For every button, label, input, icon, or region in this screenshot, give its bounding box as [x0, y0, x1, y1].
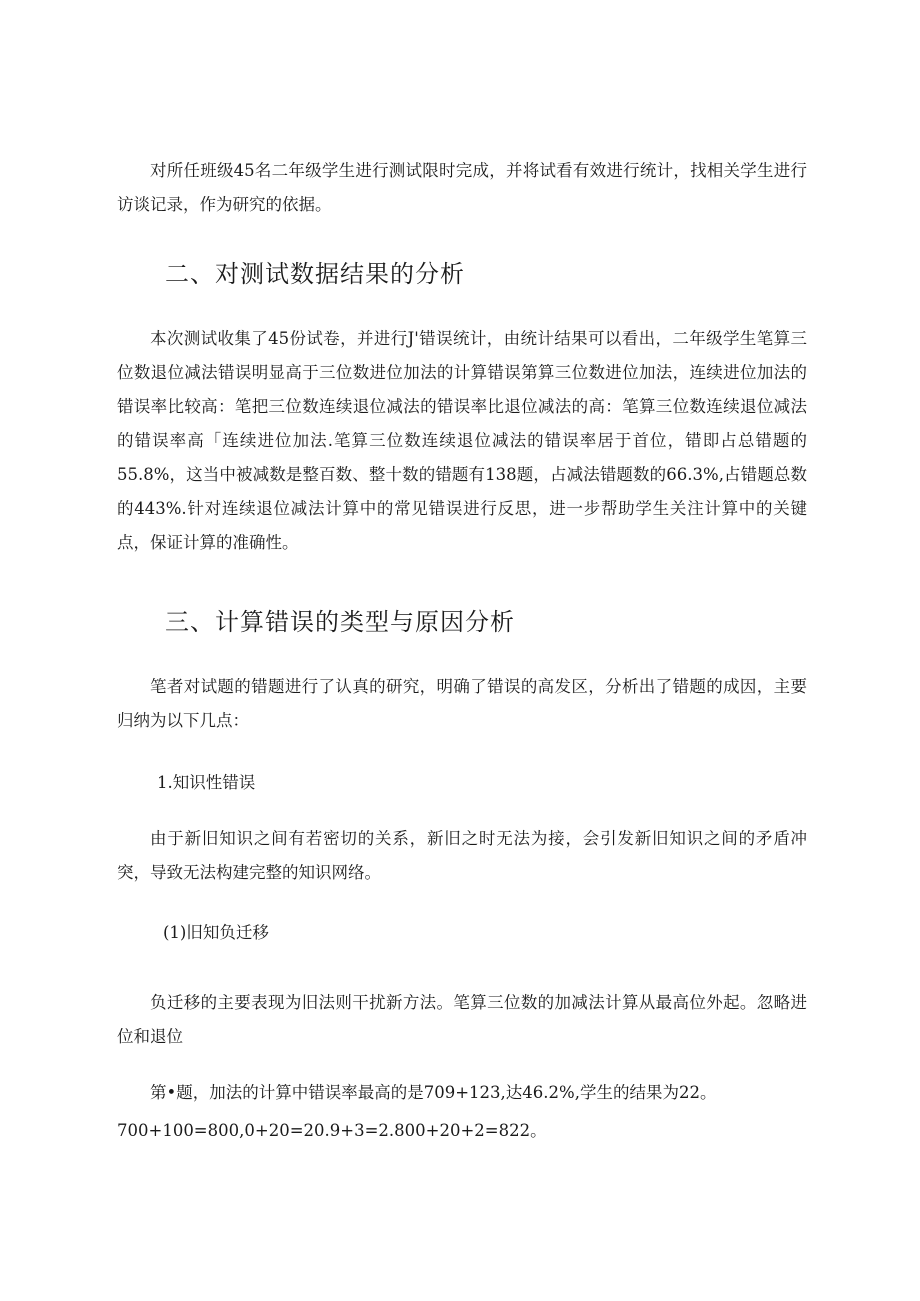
example-line-2: 700+100=800,0+20=20.9+3=2.800+20+2=822。: [117, 1121, 547, 1140]
section-2-paragraph: 本次测试收集了45份试卷，并进行J'错误统计，由统计结果可以看出，二年级学生笔算三位数退位减法错误明显高于三位数进位加法的计算错误第算三位数进位加法，连续进位加法的错误率比较高：笔把三位数连续退位减法的错误率比退位减法的高：笔算三位数连续退位减法的错误率高「连续进位加法.笔算三位数连续退位减法的错误率居于首位，错即占总错题的55.8%，这当中被减数是整百数、整十数的错题有138题，占减法错题数的66.3%,占错题总数的443%.针对连续退位减法计算中的常见错误进行反思，进一步帮助学生关注计算中的关键点，保证计算的准确性。: [117, 329, 807, 552]
section-3-paragraph: 笔者对试题的错题进行了认真的研究，明确了错误的高发区，分析出了错题的成因，主要归纳为以下几点：: [117, 677, 807, 730]
intro-paragraph: 对所任班级45名二年级学生进行测试限时完成，并将试看有效进行统计，找相关学生进行访谈记录，作为研究的依据。: [117, 161, 807, 214]
example-line-1: 第•题，加法的计算中错误率最高的是709+123,达46.2%,学生的结果为22。: [150, 1083, 717, 1102]
section-2-heading: 二、对测试数据结果的分析: [165, 260, 465, 288]
section-3-heading: 三、计算错误的类型与原因分析: [165, 608, 515, 636]
subheading-knowledge-errors: 1.知识性错误: [157, 773, 256, 792]
negative-transfer-paragraph: 负迁移的主要表现为旧法则干扰新方法。笔算三位数的加减法计算从最高位外起。忽略进位和退位: [117, 993, 807, 1046]
knowledge-errors-paragraph: 由于新旧知识之间有若密切的关系，新旧之时无法为接，会引发新旧知识之间的矛盾冲突，导致无法构建完整的知识网络。: [117, 829, 807, 882]
subheading-negative-transfer: (1)旧知负迁移: [163, 923, 269, 942]
